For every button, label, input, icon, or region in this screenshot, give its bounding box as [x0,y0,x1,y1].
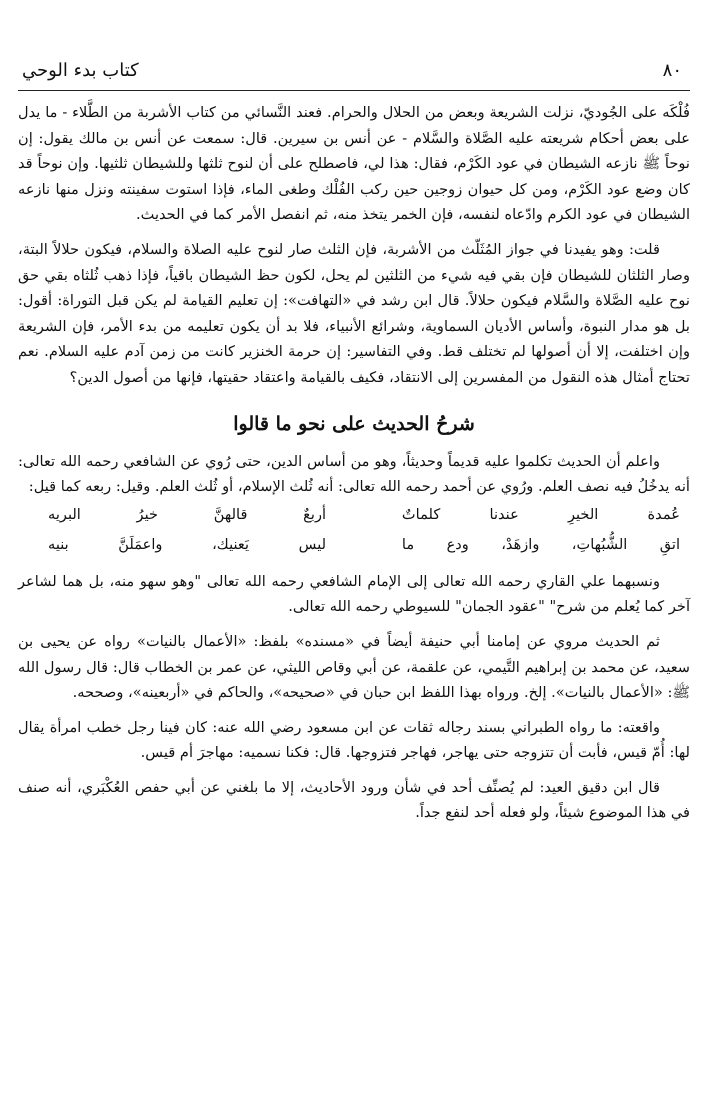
poem-verse-1 [18,500,690,530]
poem-verse-2-first-hemistich: اتقِ الشُّبُهاتِ، وازهَدْ، ودع ما [401,535,680,553]
page-body [18,100,690,826]
paragraph-gap [18,766,690,775]
paragraph-muthallath: قلت: وهو يفيدنا في جواز المُثَلّث من الأشربة، فإن الثلث صار لنوح عليه الصلاة والسلام، فيكون حلالاً البتة، وصار الثلثان للشيطان فإن بقي فيه شيء من الثلثين لم يحل، لكون حظ الشيطان باقياً، فإذا ذهب ثُلثاه بقي حق نوح عليه الصَّلاة والسَّلام فيكون حلالاً. قال ابن رشد في «التهافت»: إن تعليم القيامة لم يكن قبل التوراة: أقول: بل هو مدار النبوة، وأساس الأديان السماوية، وشرائع الأنبياء، فلا بد أن يكون تعليمه من بدء الأمر، فإن الشريعة وإن اختلفت، إلا أن أصولها لم تختلف قط. وفي التفاسير: إن حرمة الخنزير كانت من زمن آدم عليه السلام. نعم تحتاج أمثال هذه النقول من المفسرين إلى الانتقاد، فكيف بالقيامة واعتقاد حقيتها، فإنها من أصول الدين؟ [18,240,690,386]
poem-verse-2 [18,530,690,560]
paragraph-gap [18,560,690,569]
running-title: كتاب بدء الوحي [22,60,139,81]
paragraph-hadith-importance: واعلم أن الحديث تكلموا عليه قديماً وحديثاً، وهو من أساس الدين، حتى رُوي عن الشافعي رحمه الله تعالى: أنه يدخُلُ فيه نصف العلم. ورُوي عن أحمد رحمه الله تعالى: أنه ثُلث الإسلام، أو ثُلث العلم. وقيل: ربعه كما قيل: [18,452,690,496]
paragraph-noah-vine: فُلْكَه على الجُوديّ، نزلت الشريعة وبعض من الحلال والحرام. فعند النَّسائي من كتاب الأشربة من الطَّلاء - ما يدل على بعض أحكام شريعته عليه الصَّلاة والسَّلام - عن أنس بن سيرين. قال: سمعت عن أنس بن مالك يقول: إن نوحاً ﷺ نازعه الشيطان في عود الكَرْم، فقال: هذا لي، فاصطلح على أن لنوح ثلثها وللشيطان ثلثيها. وإن نوحاً قد كان وضع عود الكَرْم، ومن كل حيوان زوجين حين ركب الفُلْك وطغى الماء، فإذا استوت سفينته ونزل منها نازعه الشيطان في عود الكرم وادّعاه لنفسه، فإن الخمر يتخذ منه، ثم انفصل الأمر كما في الحديث. [18,104,690,224]
paragraph-abu-hanifa: ثم الحديث مروي عن إمامنا أبي حنيفة أيضاً في «مسنده» بلفظ: «الأعمال بالنيات» رواه عن يحيى بن سعيد، عن محمد بن إبراهيم التَّيمي، عن علقمة، عن أبي وقاص الليثي، عن عمر بن الخطاب قال: قال رسول الله ﷺ: «الأعمال بالنيات». إلخ. ورواه بهذا اللفظ ابن حبان في «صحيحه»، والحاكم في «أربعينه»، وصححه. [18,632,690,702]
paragraph-ibn-daqiq: قال ابن دقيق العيد: لم يُصنِّف أحد في شأن ورود الأحاديث، إلا ما بلغني عن أبي حفص العُكْبَري، أنه صنف في هذا الموضوع شيئاً، ولو فعله أحد لنفع جداً. [18,778,690,822]
page-number: ٨٠ [662,60,682,81]
paragraph-gap [18,706,690,715]
poem-verse-1-second-hemistich: أربعٌ قالهنَّ خيرُ البريه [48,505,327,523]
paragraph-occasion: واقعته: ما رواه الطبراني بسند رجاله ثقات عن ابن مسعود رضي الله عنه: كان فينا رجل خطب امرأة يقال لها: أُمّ قيس، فأبت أن تتزوجه حتى يهاجر، فهاجر فتزوجها. قال: فكنا نسميه: مهاجرَ أم قيس. [18,718,690,762]
paragraph-attribution: ونسبهما علي القاري رحمه الله تعالى إلى الإمام الشافعي رحمه الله تعالى "وهو سهو منه، بل هما لشاعر آخر كما يُعلم من شرح" "عقود الجمان" للسيوطي رحمه الله تعالى. [18,572,690,616]
page-header [18,58,690,91]
section-heading: شرحُ الحديث على نحو ما قالوا [233,412,475,435]
poem-verse-1-first-hemistich: عُمدة الخيرِ عندنا كلماتٌ [401,505,680,523]
poem-verse-2-second-hemistich: ليس يَعنيك، واعمَلَنَّ بنيه [48,535,327,553]
paragraph-gap [18,620,690,629]
paragraph-gap [18,228,690,237]
